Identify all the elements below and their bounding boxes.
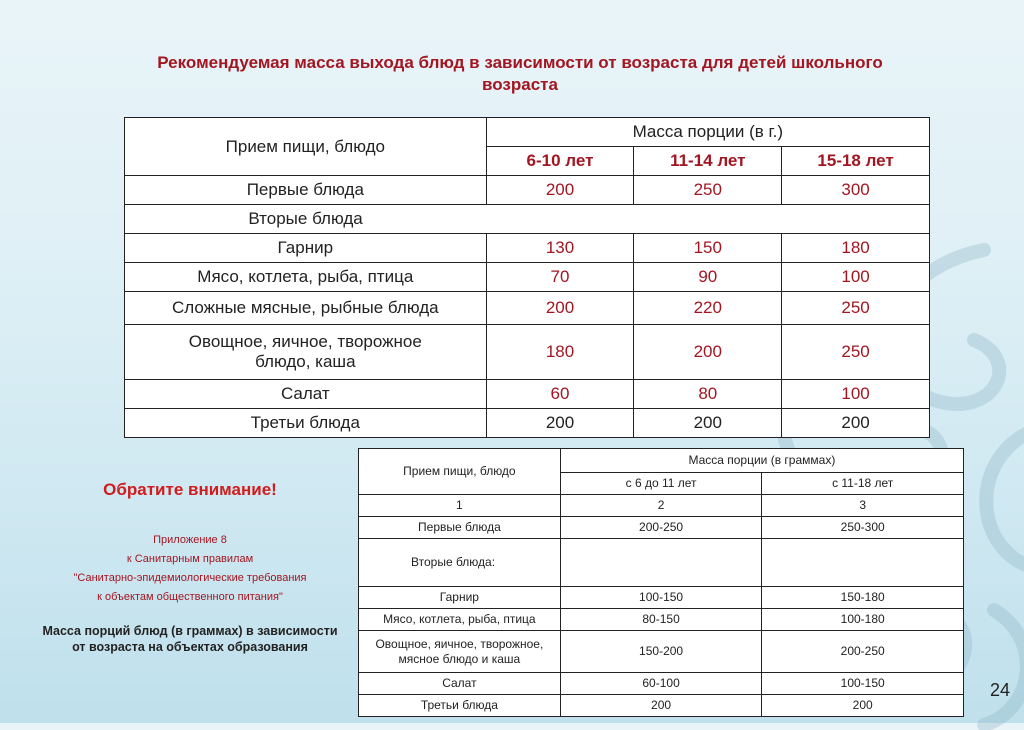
table-row [125,380,930,409]
age-header: 11-14 лет [634,147,782,176]
table-row [125,263,930,292]
cell-value [560,539,762,587]
notice-heading: Обратите внимание! [103,480,277,499]
cell-value: 150-200 [560,631,762,673]
cell-value: 80-150 [560,609,762,631]
cell-value: 60-100 [560,673,762,695]
column-number: 1 [359,495,561,517]
cell-value: 150-180 [762,587,964,609]
main-mass-table [124,117,930,438]
column-number: 3 [762,495,964,517]
age-header: с 6 до 11 лет [560,473,762,495]
row-label: Вторые блюда [125,205,487,234]
row-label: Овощное, яичное, творожное, мясное блюдо и каша [359,631,561,673]
cell-value: 200 [486,292,634,325]
page-number: 24 [990,680,1011,700]
cell-value: 80 [634,380,782,409]
table-row [359,587,964,609]
row-label: Третьи блюда [125,409,487,438]
mass-note-caption: Масса порций блюд (в граммах) в зависимости от возраста на объектах образования [42,624,338,654]
cell-value: 250-300 [762,517,964,539]
cell-value: 250 [634,176,782,205]
cell-value: 220 [634,292,782,325]
row-label: Первые блюда [125,176,487,205]
table-row [125,205,930,234]
row-label: Гарнир [125,234,487,263]
cell-value: 70 [486,263,634,292]
row-label: Третьи блюда [359,695,561,717]
row-label: Салат [359,673,561,695]
appendix-line: "Санитарно-эпидемиологические требования [73,572,307,584]
row-label: Сложные мясные, рыбные блюда [125,292,487,325]
appendix-line: к объектам общественного питания" [97,591,283,603]
row-label: Мясо, котлета, рыба, птица [359,609,561,631]
cell-value: 100 [782,380,930,409]
cell-value: 100-150 [560,587,762,609]
cell-value: 200 [486,176,634,205]
cell-value: 200-250 [560,517,762,539]
row-label: Вторые блюда: [359,539,561,587]
row-label: Гарнир [359,587,561,609]
cell-value: 200 [634,409,782,438]
cell-value: 200 [560,695,762,717]
sanpin-mass-table [358,448,964,717]
table-row [359,673,964,695]
row-label: Мясо, котлета, рыба, птица [125,263,487,292]
cell-value: 150 [634,234,782,263]
cell-value: 250 [782,325,930,380]
cell-value: 200 [486,409,634,438]
cell-value: 90 [634,263,782,292]
table-row [125,292,930,325]
cell-value: 100-150 [762,673,964,695]
cell-value: 180 [486,325,634,380]
row-label: Первые блюда [359,517,561,539]
cell-value: 200 [634,325,782,380]
cell-value: 200 [762,695,964,717]
empty-cell [486,205,929,234]
table-row [359,609,964,631]
cell-value: 300 [782,176,930,205]
column-number: 2 [560,495,762,517]
row-label: Салат [125,380,487,409]
page-title: Рекомендуемая масса выхода блюд в зависимости от возраста для детей школьного возраста [157,53,883,94]
table-row [125,409,930,438]
table-row [359,517,964,539]
row-label: Овощное, яичное, творожное блюдо, каша [125,325,487,380]
table-row [125,234,930,263]
meal-column-header: Прием пищи, блюдо [125,118,487,176]
age-header: с 11-18 лет [762,473,964,495]
meal-column-header: Прием пищи, блюдо [359,449,561,495]
cell-value: 130 [486,234,634,263]
cell-value: 250 [782,292,930,325]
cell-value: 200-250 [762,631,964,673]
cell-value: 100 [782,263,930,292]
table-row [359,495,964,517]
appendix-reference [40,531,340,607]
cell-value: 200 [782,409,930,438]
mass-column-header: Масса порции (в г.) [486,118,929,147]
cell-value: 60 [486,380,634,409]
mass-column-header: Масса порции (в граммах) [560,449,963,473]
table-row [125,176,930,205]
age-header: 15-18 лет [782,147,930,176]
cell-value [762,539,964,587]
table-row [359,695,964,717]
cell-value: 100-180 [762,609,964,631]
appendix-line: к Санитарным правилам [126,553,254,565]
table-row [125,325,930,380]
appendix-line: Приложение 8 [153,534,227,546]
table-row [359,539,964,587]
age-header: 6-10 лет [486,147,634,176]
table-row [359,631,964,673]
cell-value: 180 [782,234,930,263]
